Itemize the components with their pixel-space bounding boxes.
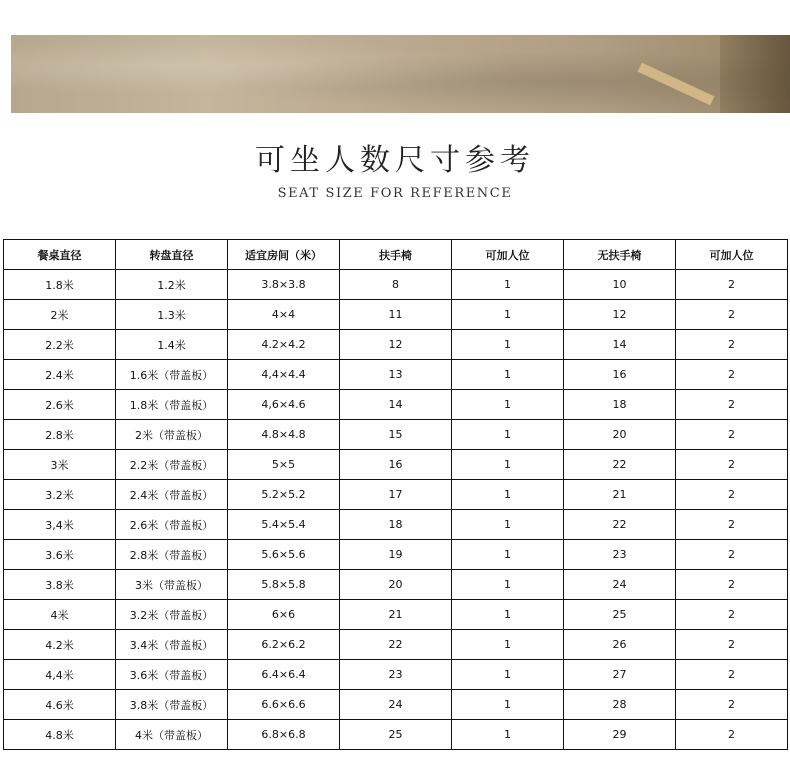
- table-cell: 22: [564, 510, 676, 540]
- table-cell: 2.6米（带盖板）: [116, 510, 228, 540]
- table-cell: 6×6: [228, 600, 340, 630]
- column-header: 转盘直径: [116, 240, 228, 270]
- table-cell: 2: [676, 600, 788, 630]
- column-header: 可加人位: [676, 240, 788, 270]
- column-header: 餐桌直径: [4, 240, 116, 270]
- table-cell: 4,6×4.6: [228, 390, 340, 420]
- page-subtitle: SEAT SIZE FOR REFERENCE: [277, 186, 513, 201]
- table-row: [4, 570, 788, 600]
- table-cell: 23: [340, 660, 452, 690]
- table-cell: 2.2米（带盖板）: [116, 450, 228, 480]
- table-cell: 1: [452, 390, 564, 420]
- table-cell: 11: [340, 300, 452, 330]
- table-cell: 22: [564, 450, 676, 480]
- table-cell: 10: [564, 270, 676, 300]
- table-cell: 6.6×6.6: [228, 690, 340, 720]
- table-cell: 26: [564, 630, 676, 660]
- table-cell: 1: [452, 450, 564, 480]
- table-cell: 24: [564, 570, 676, 600]
- table-cell: 1.4米: [116, 330, 228, 360]
- table-cell: 1: [452, 300, 564, 330]
- table-header-row: [4, 240, 788, 270]
- table-cell: 2: [676, 360, 788, 390]
- table-cell: 29: [564, 720, 676, 750]
- table-cell: 1: [452, 480, 564, 510]
- table-cell: 1: [452, 510, 564, 540]
- table-cell: 12: [564, 300, 676, 330]
- table-cell: 1: [452, 360, 564, 390]
- table-cell: 2: [676, 390, 788, 420]
- table-cell: 1: [452, 330, 564, 360]
- table-cell: 14: [340, 390, 452, 420]
- table-cell: 2.4米（带盖板）: [116, 480, 228, 510]
- table-cell: 4.2米: [4, 630, 116, 660]
- table-cell: 24: [340, 690, 452, 720]
- table-cell: 5.8×5.8: [228, 570, 340, 600]
- table-cell: 4.8×4.8: [228, 420, 340, 450]
- table-row: [4, 450, 788, 480]
- table-cell: 5×5: [228, 450, 340, 480]
- table-body: [4, 270, 788, 750]
- table-row: [4, 510, 788, 540]
- table-row: [4, 690, 788, 720]
- table-cell: 1: [452, 720, 564, 750]
- table-cell: 4.6米: [4, 690, 116, 720]
- table-cell: 3米: [4, 450, 116, 480]
- table-cell: 5.6×5.6: [228, 540, 340, 570]
- table-cell: 23: [564, 540, 676, 570]
- table-cell: 1: [452, 420, 564, 450]
- table-cell: 21: [564, 480, 676, 510]
- table-row: [4, 360, 788, 390]
- table-row: [4, 420, 788, 450]
- table-cell: 3.6米（带盖板）: [116, 660, 228, 690]
- table-cell: 15: [340, 420, 452, 450]
- table-cell: 2: [676, 510, 788, 540]
- table-cell: 2.4米: [4, 360, 116, 390]
- table-row: [4, 390, 788, 420]
- table-cell: 22: [340, 630, 452, 660]
- table-cell: 19: [340, 540, 452, 570]
- table-cell: 25: [564, 600, 676, 630]
- column-header: 扶手椅: [340, 240, 452, 270]
- table-row: [4, 330, 788, 360]
- table-cell: 3.4米（带盖板）: [116, 630, 228, 660]
- table-cell: 1: [452, 660, 564, 690]
- table-cell: 20: [340, 570, 452, 600]
- table-cell: 1.3米: [116, 300, 228, 330]
- table-cell: 1: [452, 540, 564, 570]
- table-cell: 25: [340, 720, 452, 750]
- table-cell: 2米（带盖板）: [116, 420, 228, 450]
- header-photo: [11, 35, 790, 113]
- table-cell: 14: [564, 330, 676, 360]
- photo-shadow: [720, 35, 790, 113]
- table-cell: 1: [452, 570, 564, 600]
- table-cell: 2: [676, 270, 788, 300]
- table-cell: 5.2×5.2: [228, 480, 340, 510]
- table-cell: 1: [452, 600, 564, 630]
- wood-plank: [638, 63, 715, 106]
- table-cell: 4米: [4, 600, 116, 630]
- table-row: [4, 480, 788, 510]
- table-row: [4, 600, 788, 630]
- table-cell: 12: [340, 330, 452, 360]
- table-cell: 8: [340, 270, 452, 300]
- table-cell: 1.8米: [4, 270, 116, 300]
- table-row: [4, 540, 788, 570]
- table-row: [4, 660, 788, 690]
- table-cell: 16: [564, 360, 676, 390]
- table-cell: 2: [676, 480, 788, 510]
- table-cell: 21: [340, 600, 452, 630]
- table-cell: 28: [564, 690, 676, 720]
- table-cell: 4.8米: [4, 720, 116, 750]
- table-cell: 18: [340, 510, 452, 540]
- table-cell: 2.8米（带盖板）: [116, 540, 228, 570]
- table-cell: 3,4米: [4, 510, 116, 540]
- table-cell: 3.6米: [4, 540, 116, 570]
- column-header: 可加人位: [452, 240, 564, 270]
- table-cell: 1.6米（带盖板）: [116, 360, 228, 390]
- table-cell: 3.8米: [4, 570, 116, 600]
- table-cell: 27: [564, 660, 676, 690]
- table-cell: 2: [676, 660, 788, 690]
- table-cell: 1.2米: [116, 270, 228, 300]
- table-cell: 17: [340, 480, 452, 510]
- table-cell: 2.6米: [4, 390, 116, 420]
- table-cell: 2.8米: [4, 420, 116, 450]
- page-title: 可坐人数尺寸参考: [255, 143, 535, 178]
- table-cell: 2: [676, 330, 788, 360]
- table-cell: 2: [676, 690, 788, 720]
- table-cell: 4米（带盖板）: [116, 720, 228, 750]
- table-cell: 16: [340, 450, 452, 480]
- table-cell: 6.8×6.8: [228, 720, 340, 750]
- table-cell: 2: [676, 630, 788, 660]
- table-cell: 1: [452, 270, 564, 300]
- table-cell: 3米（带盖板）: [116, 570, 228, 600]
- table-row: [4, 630, 788, 660]
- seat-size-table: [3, 239, 788, 750]
- column-header: 无扶手椅: [564, 240, 676, 270]
- table-cell: 1: [452, 630, 564, 660]
- column-header: 适宜房间（米）: [228, 240, 340, 270]
- table-cell: 2米: [4, 300, 116, 330]
- table-cell: 13: [340, 360, 452, 390]
- table-cell: 2: [676, 420, 788, 450]
- table-cell: 2: [676, 450, 788, 480]
- table-cell: 20: [564, 420, 676, 450]
- table-cell: 5.4×5.4: [228, 510, 340, 540]
- table-cell: 6.4×6.4: [228, 660, 340, 690]
- table-cell: 2: [676, 720, 788, 750]
- table-cell: 4,4米: [4, 660, 116, 690]
- table-cell: 4×4: [228, 300, 340, 330]
- table-cell: 2: [676, 300, 788, 330]
- table-row: [4, 720, 788, 750]
- table-cell: 2: [676, 540, 788, 570]
- table-cell: 2: [676, 570, 788, 600]
- table-cell: 1.8米（带盖板）: [116, 390, 228, 420]
- table-row: [4, 270, 788, 300]
- table-cell: 3.8米（带盖板）: [116, 690, 228, 720]
- table-cell: 3.2米（带盖板）: [116, 600, 228, 630]
- table-cell: 3.8×3.8: [228, 270, 340, 300]
- table-cell: 2.2米: [4, 330, 116, 360]
- table-cell: 1: [452, 690, 564, 720]
- table-row: [4, 300, 788, 330]
- table-cell: 4.2×4.2: [228, 330, 340, 360]
- seat-size-table-wrapper: [3, 239, 788, 750]
- table-cell: 6.2×6.2: [228, 630, 340, 660]
- table-cell: 18: [564, 390, 676, 420]
- table-cell: 3.2米: [4, 480, 116, 510]
- table-cell: 4,4×4.4: [228, 360, 340, 390]
